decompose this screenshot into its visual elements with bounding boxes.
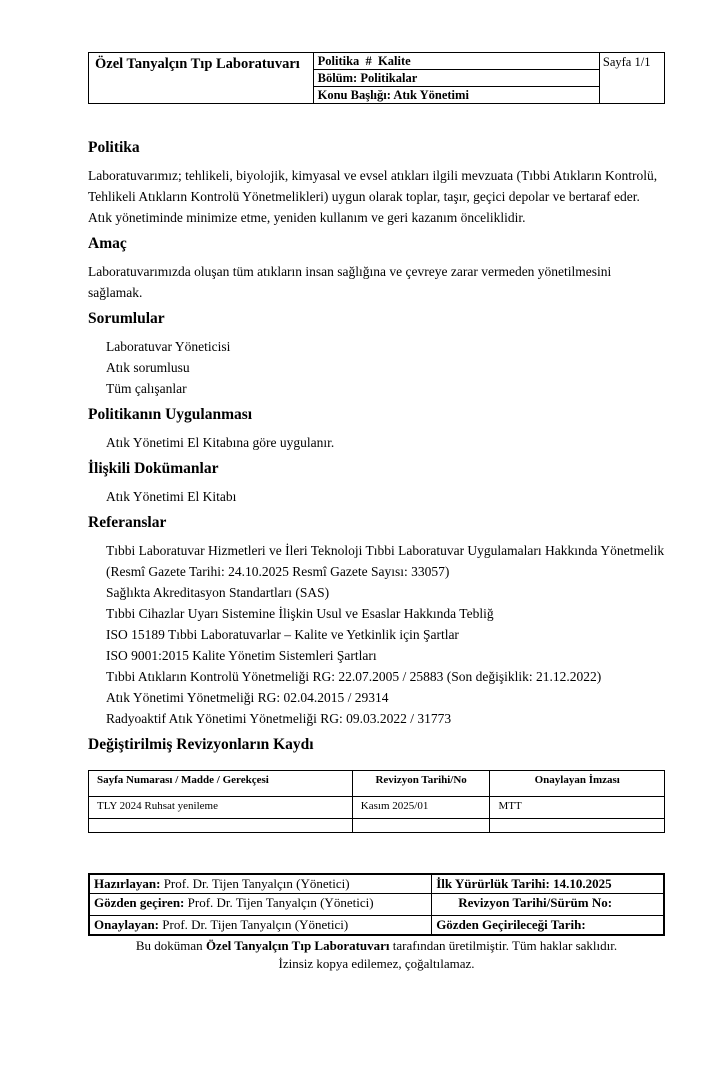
revision-cell: TLY 2024 Ruhsat yenileme (89, 797, 353, 819)
copyright-suffix: tarafından üretilmiştir. Tüm haklar saklıdır. (389, 938, 618, 953)
reference-item: ISO 15189 Tıbbi Laboratuvarlar – Kalite ve Yetkinlik için Şartlar (106, 627, 459, 642)
approved-by-cell (89, 916, 432, 936)
prepared-by-label: Hazırlayan: (94, 876, 161, 891)
list-item: Atık Yönetimi El Kitabına göre uygulanır. (106, 435, 335, 450)
sorumlular-list (88, 336, 665, 399)
reference-item: Tıbbi Atıkların Kontrolü Yönetmeliği RG: 22.07.2005 / 25883 (Son değişiklik: 21.12.2022) (106, 669, 602, 684)
revision-col-header: Sayfa Numarası / Madde / Gerekçesi (89, 771, 353, 797)
reference-item: Tıbbi Laboratuvar Hizmetleri ve İleri Teknoloji Tıbbi Laboratuvar Uygulamaları Hakkında Yönetmelik (Resmî Gazete Tarihi: 24.10.2025 Resmî Gazete Sayısı: 33057) (106, 543, 665, 579)
revision-table-row (89, 819, 665, 833)
section-heading-sorumlular: Sorumlular (88, 310, 165, 327)
reviewed-by-cell (89, 894, 432, 916)
approval-row (89, 874, 664, 894)
page-indicator: Sayfa 1/1 (599, 53, 664, 104)
approved-by-value: Prof. Dr. Tijen Tanyalçın (Yönetici) (159, 917, 349, 932)
approval-row (89, 894, 664, 916)
reference-item: Sağlıkta Akreditasyon Standartları (SAS) (106, 585, 330, 600)
prepared-by-cell (89, 874, 432, 894)
reviewed-by-value: Prof. Dr. Tijen Tanyalçın (Yönetici) (184, 895, 374, 910)
referanslar-list (88, 540, 665, 729)
list-item: Atık sorumlusu (106, 360, 190, 375)
amac-paragraph: Laboratuvarımızda oluşan tüm atıkların insan sağlığına ve çevreye zarar vermeden yönetilmesini sağlamak. (88, 264, 612, 300)
section-heading-referanslar: Referanslar (88, 514, 167, 531)
reference-item: Tıbbi Cihazlar Uyarı Sistemine İlişkin Usul ve Esaslar Hakkında Tebliğ (106, 606, 494, 621)
approval-row (89, 916, 664, 936)
department-line: Bölüm: Politikalar (313, 70, 599, 87)
no-copy-line: İzinsiz kopya edilemez, çoğaltılamaz. (278, 956, 475, 971)
prepared-by-value: Prof. Dr. Tijen Tanyalçın (Yönetici) (160, 876, 350, 891)
next-review-date-cell: Gözden Geçirileceği Tarih: (432, 916, 664, 936)
approved-by-label: Onaylayan: (94, 917, 160, 932)
copyright-line (88, 937, 665, 954)
reference-item: Radyoaktif Atık Yönetimi Yönetmeliği RG: 09.03.2022 / 31773 (106, 711, 452, 726)
document-page (88, 52, 665, 972)
section-heading-politika: Politika (88, 139, 140, 156)
revision-cell: Kasım 2025/01 (352, 797, 490, 819)
section-heading-uygulama: Politikanın Uygulanması (88, 406, 253, 423)
list-item: Laboratuvar Yöneticisi (106, 339, 231, 354)
org-name: Özel Tanyalçın Tıp Laboratuvarı (89, 53, 314, 104)
reference-item: ISO 9001:2015 Kalite Yönetim Sistemleri Şartları (106, 648, 377, 663)
approval-table (88, 873, 665, 936)
revision-table-header-row (89, 771, 665, 797)
revision-cell: MTT (490, 797, 665, 819)
revision-table (88, 770, 665, 833)
subject-line: Konu Başlığı: Atık Yönetimi (313, 87, 599, 104)
copyright-prefix: Bu doküman (135, 938, 206, 953)
list-item: Tüm çalışanlar (106, 381, 187, 396)
revision-cell (89, 819, 353, 833)
revision-col-header: Revizyon Tarihi/No (352, 771, 490, 797)
first-effective-date-cell: İlk Yürürlük Tarihi: 14.10.2025 (432, 874, 664, 894)
uygulama-list (88, 432, 665, 453)
section-heading-iliskili-dokumanlar: İlişkili Dokümanlar (88, 460, 219, 477)
section-heading-revizyon-kaydi: Değiştirilmiş Revizyonların Kaydı (88, 736, 314, 753)
reviewed-by-label: Gözden geçiren: (94, 895, 185, 910)
copyright-org-name: Özel Tanyalçın Tıp Laboratuvarı (205, 938, 390, 953)
list-item: Atık Yönetimi El Kitabı (106, 489, 237, 504)
revision-cell (352, 819, 490, 833)
doc-type-line: Politika # Kalite (313, 53, 599, 70)
document-header-table (88, 52, 665, 104)
revision-cell (490, 819, 665, 833)
revision-col-header: Onaylayan İmzası (490, 771, 665, 797)
revision-table-row (89, 797, 665, 819)
iliskili-dokumanlar-list (88, 486, 665, 507)
politika-paragraph: Laboratuvarımız; tehlikeli, biyolojik, kimyasal ve evsel atıkları ilgili mevzuata (Tıbbi Atıkların Kontrolü, Tehlikeli Atıkların Kontrolü Yönetmelikleri) uygun olarak toplar, taşır, geçici depolar ve bertaraf eder. Atık yönetiminde minimize etme, yeniden kullanım ve geri kazanım önceliklidir. (88, 168, 658, 225)
reference-item: Atık Yönetimi Yönetmeliği RG: 02.04.2015 / 29314 (106, 690, 389, 705)
revision-date-cell: Revizyon Tarihi/Sürüm No: (432, 894, 664, 916)
section-heading-amac: Amaç (88, 235, 127, 252)
